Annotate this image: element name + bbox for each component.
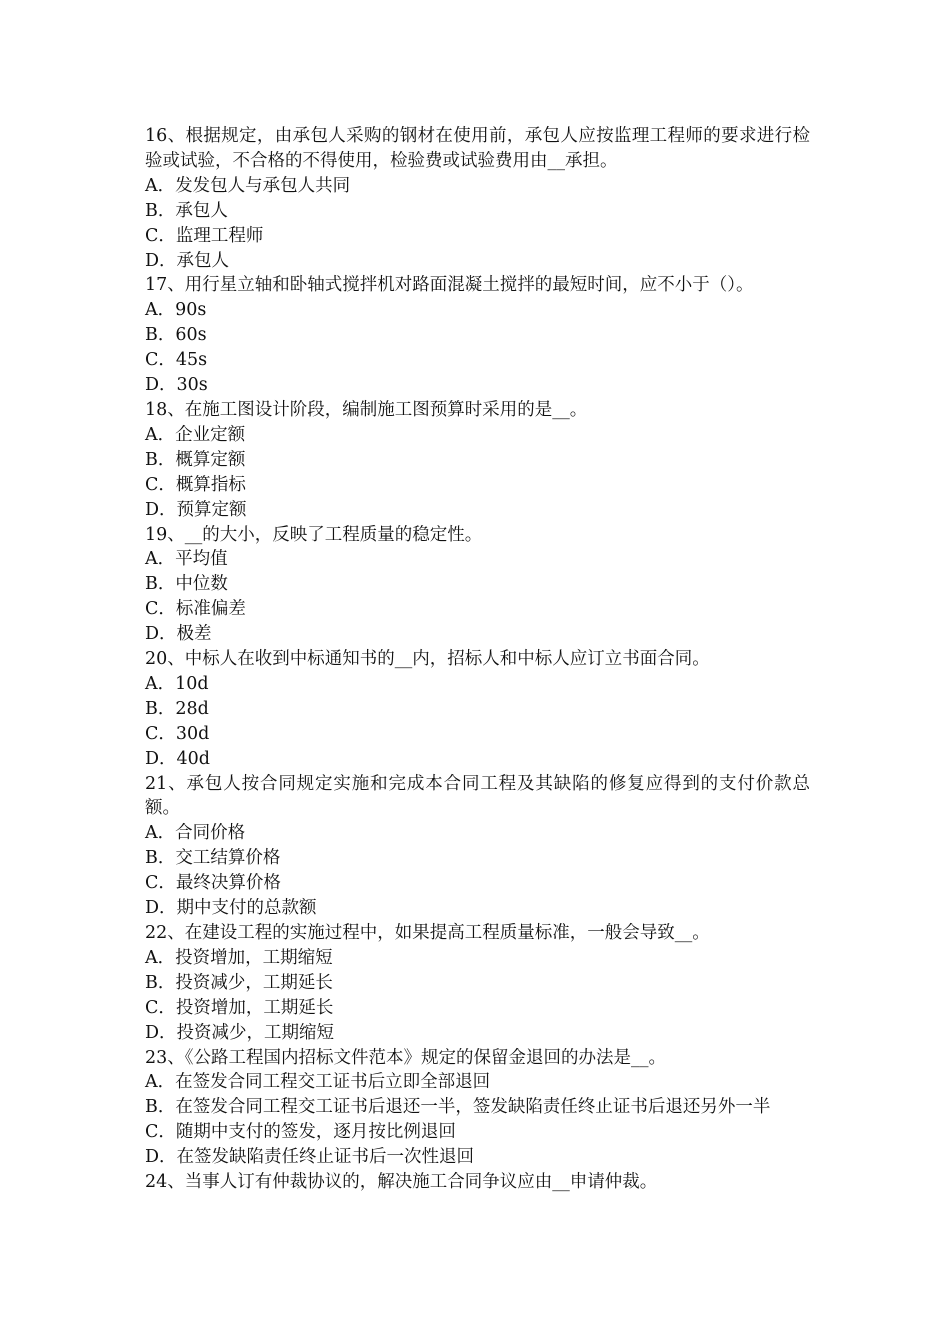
option-a: A．90s [145, 300, 207, 321]
option-d: D．极差 [145, 624, 212, 645]
question-stem: 20、中标人在收到中标通知书的__内，招标人和中标人应订立书面合同。 [145, 649, 710, 670]
question-24 [145, 1170, 810, 1195]
option-b: B．28d [145, 698, 209, 719]
option-b: B．交工结算价格 [145, 848, 281, 869]
option-a: A．平均值 [145, 549, 228, 570]
option-c: C．30d [145, 723, 210, 744]
question-21 [145, 772, 810, 921]
option-c: C．概算指标 [145, 474, 246, 495]
question-stem: 21、承包人按合同规定实施和完成本合同工程及其缺陷的修复应得到的支付价款总额。 [145, 773, 810, 819]
option-a: A．企业定额 [145, 424, 246, 445]
question-stem: 24、当事人订有仲裁协议的，解决施工合同争议应由__申请仲裁。 [145, 1172, 658, 1193]
question-23 [145, 1046, 810, 1171]
option-c: C．随期中支付的签发，逐月按比例退回 [145, 1122, 456, 1143]
option-d: D．30s [145, 375, 208, 396]
question-stem: 19、__的大小，反映了工程质量的稳定性。 [145, 524, 483, 545]
question-22 [145, 921, 810, 1046]
option-c: C．监理工程师 [145, 225, 264, 246]
option-c: C．最终决算价格 [145, 873, 281, 894]
option-d: D．投资减少，工期缩短 [145, 1022, 335, 1043]
question-stem: 16、根据规定，由承包人采购的钢材在使用前，承包人应按监理工程师的要求进行检验或试验，不合格的不得使用，检验费或试验费用由__承担。 [145, 126, 810, 171]
option-a: A．发发包人与承包人共同 [145, 175, 351, 196]
option-d: D．期中支付的总款额 [145, 898, 317, 919]
option-d: D．在签发缺陷责任终止证书后一次性退回 [145, 1147, 475, 1168]
option-a: A．投资增加，工期缩短 [145, 947, 333, 968]
question-17 [145, 273, 810, 398]
option-b: B．在签发合同工程交工证书后退还一半，签发缺陷责任终止证书后退还另外一半 [145, 1097, 771, 1118]
option-c: C．45s [145, 350, 208, 371]
question-18 [145, 398, 810, 523]
question-stem: 22、在建设工程的实施过程中，如果提高工程质量标准，一般会导致__。 [145, 923, 710, 943]
question-stem: 17、用行星立轴和卧轴式搅拌机对路面混凝土搅拌的最短时间，应不小于（）。 [145, 275, 754, 296]
option-b: B．承包人 [145, 200, 228, 221]
option-c: C．投资增加，工期延长 [145, 997, 334, 1018]
option-b: B．中位数 [145, 574, 228, 595]
question-list [145, 124, 810, 1195]
option-a: A．10d [145, 673, 209, 694]
option-b: B．投资减少，工期延长 [145, 972, 333, 993]
option-b: B．概算定额 [145, 449, 246, 470]
question-16 [145, 124, 810, 273]
question-19 [145, 523, 810, 648]
question-stem: 23、《公路工程国内招标文件范本》规定的保留金退回的办法是__。 [145, 1047, 667, 1068]
question-20 [145, 647, 810, 772]
option-d: D．40d [145, 748, 211, 769]
question-stem: 18、在施工图设计阶段，编制施工图预算时采用的是__。 [145, 399, 588, 420]
option-a: A．在签发合同工程交工证书后立即全部退回 [145, 1072, 491, 1093]
option-b: B．60s [145, 325, 207, 346]
option-d: D．预算定额 [145, 499, 247, 520]
option-d: D．承包人 [145, 250, 230, 271]
option-c: C．标准偏差 [145, 599, 246, 620]
option-a: A．合同价格 [145, 823, 246, 844]
